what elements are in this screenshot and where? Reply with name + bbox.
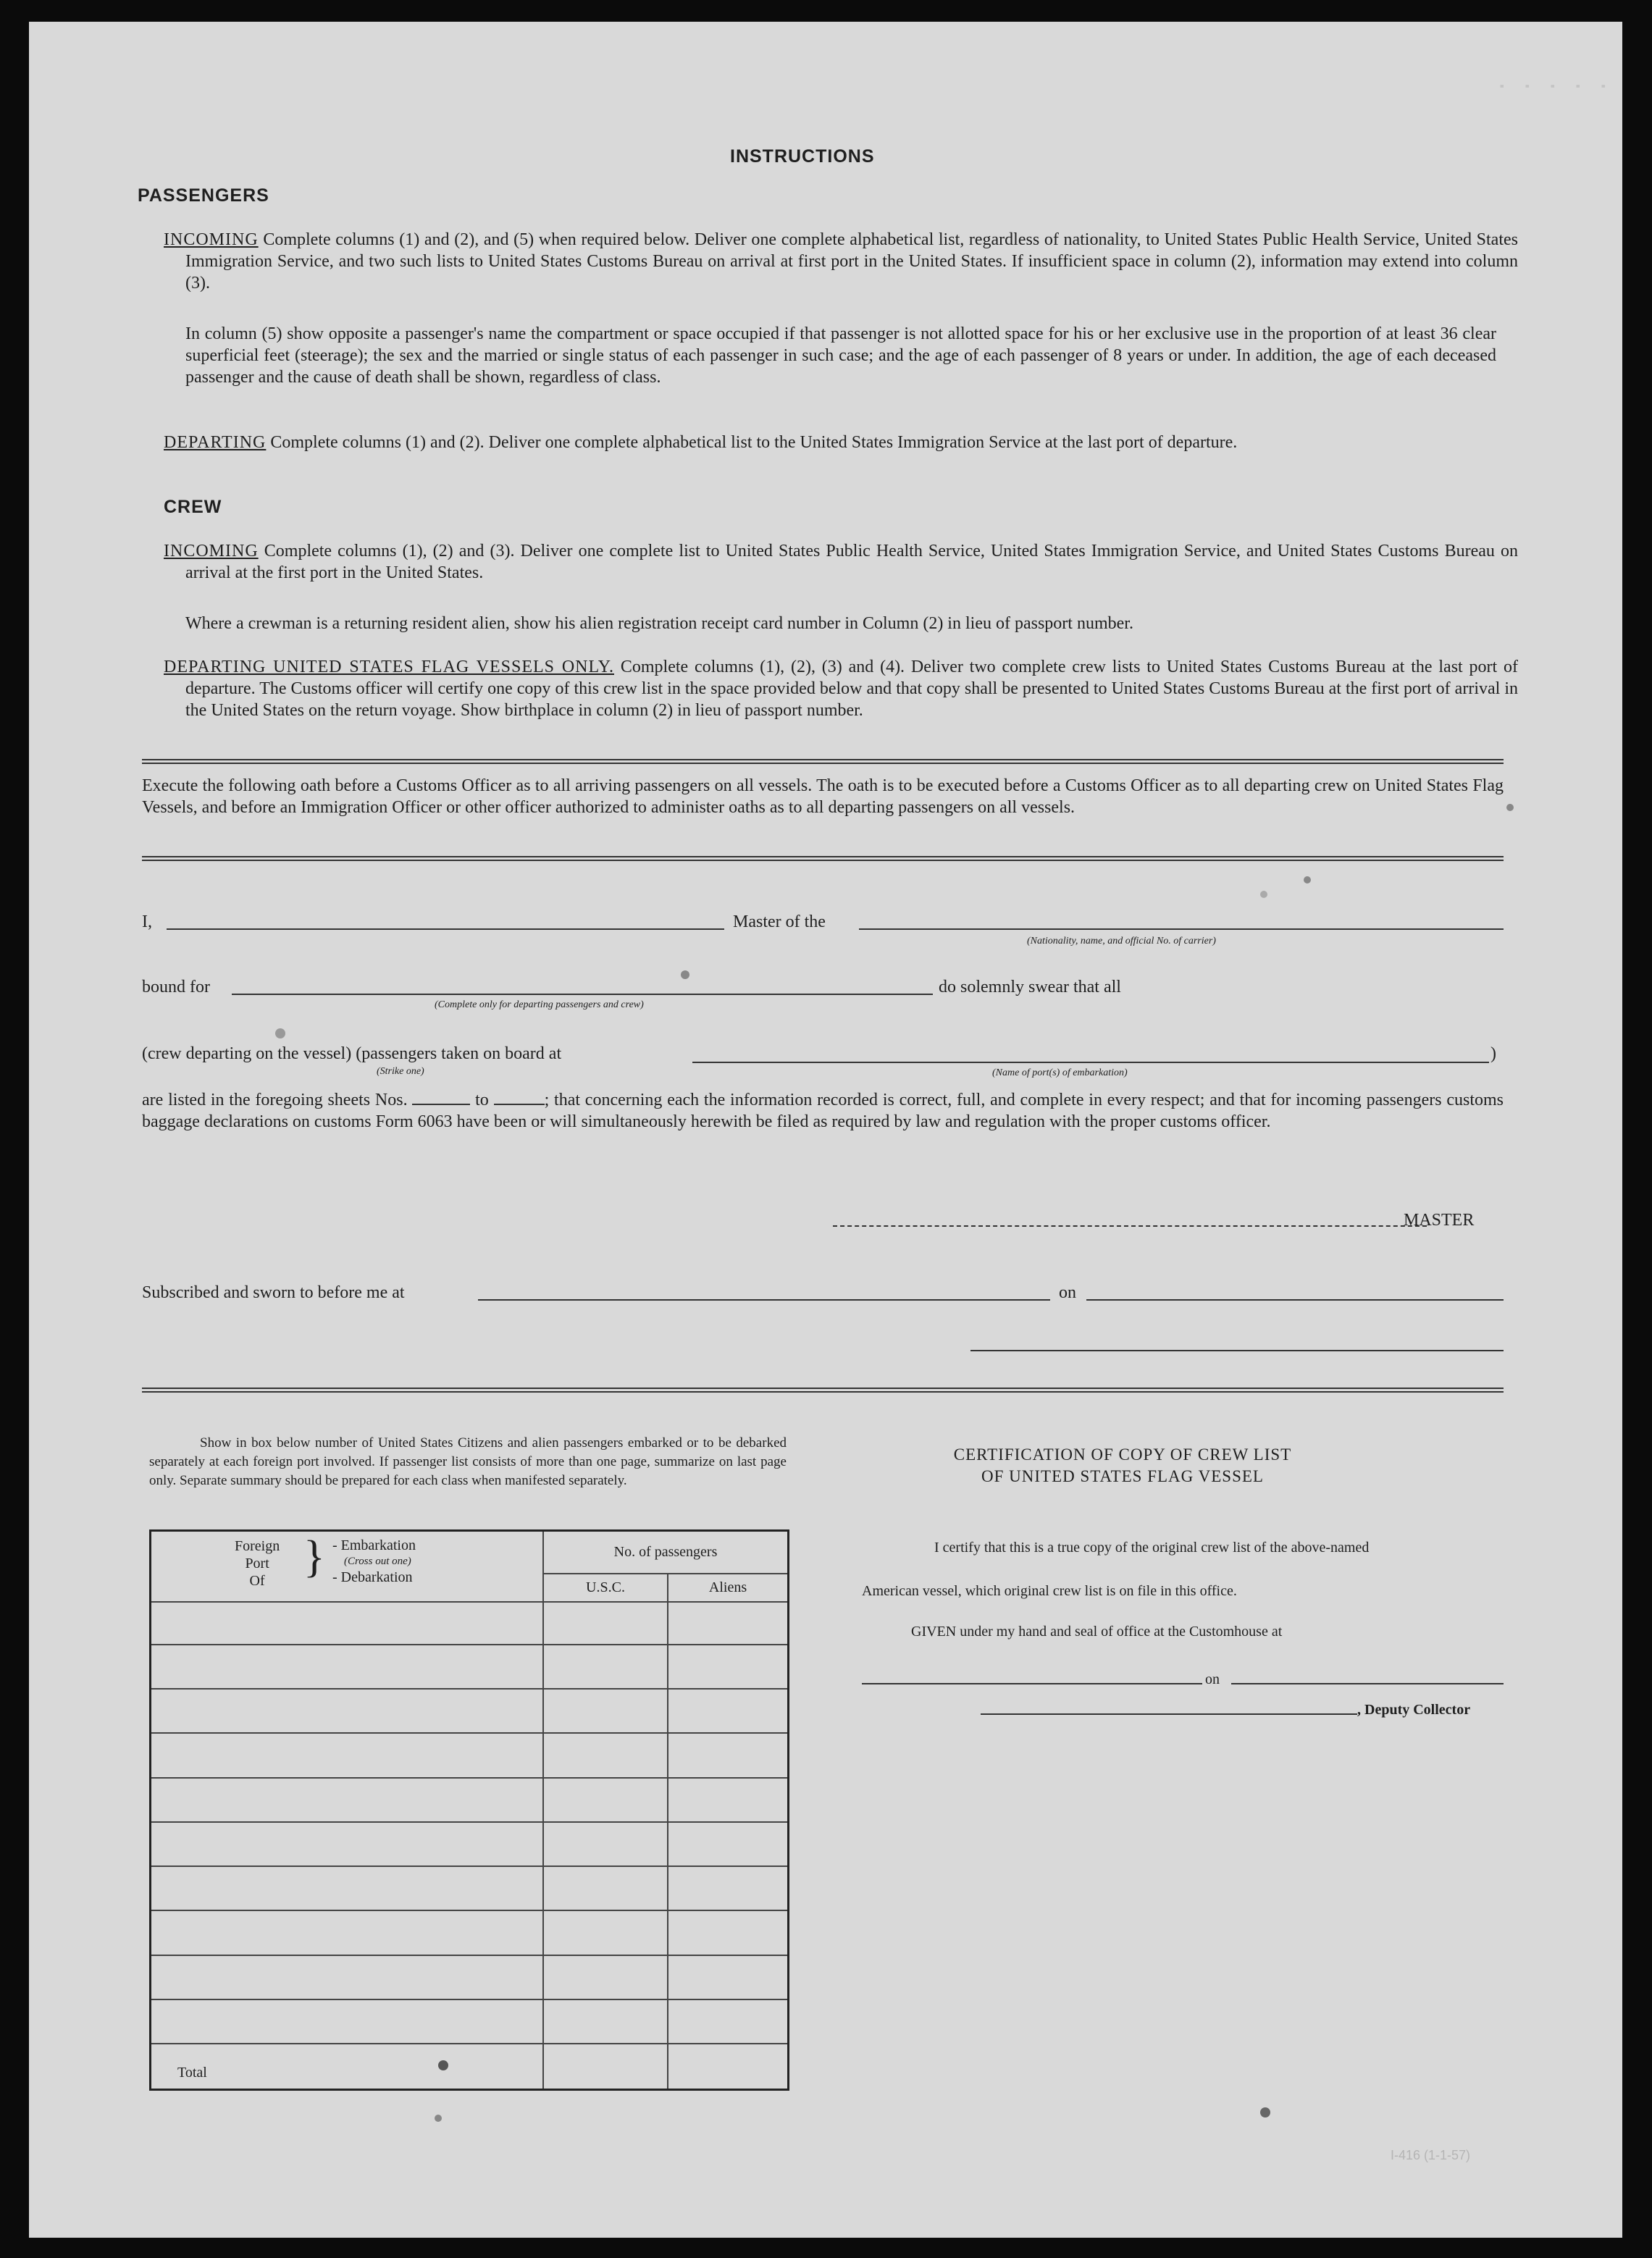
of-label: Of bbox=[249, 1573, 265, 1589]
crew-incoming-paragraph bbox=[164, 540, 1518, 584]
certify-line1: I certify that this is a true copy of the original crew list of the above-named bbox=[934, 1540, 1370, 1556]
port-cell[interactable] bbox=[151, 1645, 544, 1689]
port-cell[interactable] bbox=[151, 1822, 544, 1866]
passengers-incoming-paragraph bbox=[164, 229, 1518, 294]
port-cell[interactable] bbox=[151, 1999, 544, 2044]
port-cell[interactable] bbox=[151, 1733, 544, 1777]
usc-cell[interactable] bbox=[543, 1689, 668, 1733]
deputy-collector-signature-field[interactable] bbox=[981, 1713, 1357, 1715]
embarkation-port-field[interactable] bbox=[692, 1062, 1489, 1063]
usc-total-cell[interactable] bbox=[543, 2044, 668, 2089]
passengers-heading: PASSENGERS bbox=[138, 185, 269, 206]
aliens-cell[interactable] bbox=[668, 1955, 789, 1999]
subscribed-on-label: on bbox=[1059, 1283, 1076, 1302]
scan-speck bbox=[681, 970, 689, 979]
crew-departing-text: Complete columns (1), (2), (3) and (4). Deliver two complete crew lists to United States Customs Bureau at the last port of departure. The Customs officer will certify one copy of this crew list in the space provided below and that copy shall be presented to United States Customs Bureau at the first port of arrival in the United States on the return voyage. Show birthplace in column (2) in lieu of passport number. bbox=[185, 658, 1519, 720]
embarkation-label[interactable]: - Embarkation bbox=[332, 1537, 416, 1553]
certification-title-line2: OF UNITED STATES FLAG VESSEL bbox=[981, 1467, 1264, 1485]
summary-divider bbox=[142, 1388, 1504, 1393]
aliens-cell[interactable] bbox=[668, 1999, 789, 2044]
scan-speck bbox=[435, 2115, 442, 2122]
concerning-text: ; that concerning each the information recorded is correct, full, and complete in every respect; and that for incoming passengers customs baggage declarations on customs Form 6063 have been or will simultaneously herewith be filed as required by law and regulation with the proper customs officer. bbox=[142, 1091, 1504, 1131]
master-signature-field[interactable] bbox=[833, 1225, 1427, 1227]
no-of-passengers-header: No. of passengers bbox=[543, 1531, 789, 1574]
close-paren: ) bbox=[1490, 1044, 1496, 1063]
usc-header: U.S.C. bbox=[543, 1574, 668, 1602]
master-name-field[interactable] bbox=[167, 928, 724, 930]
passengers-incoming-text: Complete columns (1) and (2), and (5) when required below. Deliver one complete alphabetical list, regardless of nationality, to United States Public Health Service, United States Immigration Service, and two such lists to United States Customs Bureau on arrival at first port in the United States. If insufficient space in column (2), information may extend into column (3). bbox=[185, 230, 1518, 293]
certification-date-field[interactable] bbox=[1231, 1683, 1504, 1684]
total-label-cell bbox=[151, 2044, 544, 2089]
usc-cell[interactable] bbox=[543, 1866, 668, 1910]
port-cell[interactable] bbox=[151, 1689, 544, 1733]
port-caption: (Name of port(s) of embarkation) bbox=[992, 1067, 1128, 1078]
solemnly-swear-text: do solemnly swear that all bbox=[939, 978, 1121, 996]
scan-speck bbox=[1506, 804, 1514, 811]
foreign-label: Foreign bbox=[235, 1538, 280, 1554]
passenger-summary-table bbox=[149, 1529, 789, 2091]
usc-cell[interactable] bbox=[543, 1645, 668, 1689]
nationality-caption: (Nationality, name, and official No. of carrier) bbox=[1027, 936, 1216, 947]
usc-cell[interactable] bbox=[543, 1733, 668, 1777]
sheet-to-field[interactable] bbox=[494, 1104, 545, 1105]
carrier-field[interactable] bbox=[859, 928, 1504, 930]
strike-one-caption: (Strike one) bbox=[377, 1066, 424, 1077]
deputy-collector-label: , Deputy Collector bbox=[1357, 1702, 1471, 1718]
document-page bbox=[29, 22, 1622, 2238]
usc-cell[interactable] bbox=[543, 1602, 668, 1645]
aliens-header: Aliens bbox=[668, 1574, 789, 1602]
aliens-cell[interactable] bbox=[668, 1602, 789, 1645]
sheet-from-field[interactable] bbox=[412, 1104, 470, 1105]
passengers-departing-text: Complete columns (1) and (2). Deliver one complete alphabetical list to the United States Immigration Service at the last port of departure. bbox=[270, 433, 1238, 452]
incoming-label: INCOMING bbox=[164, 230, 259, 249]
usc-cell[interactable] bbox=[543, 1999, 668, 2044]
crew-alien-paragraph: Where a crewman is a returning resident alien, show his alien registration receipt card number in Column (2) in lieu of passport number. bbox=[185, 614, 1133, 633]
aliens-cell[interactable] bbox=[668, 1689, 789, 1733]
aliens-cell[interactable] bbox=[668, 1733, 789, 1777]
subscribed-date-field[interactable] bbox=[1086, 1299, 1504, 1301]
total-label: Total bbox=[177, 2065, 207, 2081]
usc-cell[interactable] bbox=[543, 1822, 668, 1866]
usc-cell[interactable] bbox=[543, 1955, 668, 1999]
aliens-cell[interactable] bbox=[668, 1910, 789, 1955]
port-cell[interactable] bbox=[151, 1910, 544, 1955]
usc-cell[interactable] bbox=[543, 1910, 668, 1955]
aliens-total-cell[interactable] bbox=[668, 2044, 789, 2089]
given-line: GIVEN under my hand and seal of office at the Customhouse at bbox=[911, 1624, 1283, 1640]
certification-title-line1: CERTIFICATION OF COPY OF CREW LIST bbox=[953, 1445, 1292, 1464]
departing-label: DEPARTING bbox=[164, 433, 267, 452]
officer-signature-field[interactable] bbox=[970, 1350, 1504, 1351]
bound-for-field[interactable] bbox=[232, 994, 933, 995]
oath-divider bbox=[142, 856, 1504, 861]
certify-line2: American vessel, which original crew list is on file in this office. bbox=[862, 1583, 1237, 1599]
port-cell[interactable] bbox=[151, 1866, 544, 1910]
port-cell[interactable] bbox=[151, 1778, 544, 1822]
certification-on-label: on bbox=[1205, 1671, 1220, 1687]
port-cell[interactable] bbox=[151, 1602, 544, 1645]
master-of-the-label: Master of the bbox=[733, 912, 826, 931]
listed-in-paragraph bbox=[142, 1089, 1504, 1133]
port-header-cell bbox=[151, 1531, 544, 1602]
subscribed-place-field[interactable] bbox=[478, 1299, 1050, 1301]
bound-for-label: bound for bbox=[142, 978, 210, 996]
passengers-departing-paragraph bbox=[164, 432, 1518, 453]
summary-instructions: Show in box below number of United States Citizens and alien passengers embarked or to be debarked separately at each foreign port involved. If passenger list consists of more than one page, summarize on last page only. Separate summary should be prepared for each class when manifested separately. bbox=[149, 1435, 787, 1488]
usc-cell[interactable] bbox=[543, 1778, 668, 1822]
to-label: to bbox=[475, 1091, 489, 1109]
master-label: MASTER bbox=[1404, 1211, 1475, 1230]
crew-heading: CREW bbox=[164, 497, 222, 517]
subscribed-label: Subscribed and sworn to before me at bbox=[142, 1283, 405, 1302]
complete-only-caption: (Complete only for departing passengers and crew) bbox=[435, 999, 644, 1010]
aliens-cell[interactable] bbox=[668, 1778, 789, 1822]
debarkation-label[interactable]: - Debarkation bbox=[332, 1569, 413, 1585]
column5-paragraph: In column (5) show opposite a passenger's name the compartment or space occupied if that passenger is not allotted space for his or her exclusive use in the proportion of at least 36 clear superficial feet (steerage); the sex and the married or single status of each passenger in such case; and the age of each passenger of 8 years or under. In addition, the age of each deceased passenger and the cause of death shall be shown, regardless of class. bbox=[185, 324, 1496, 387]
scan-speck bbox=[1304, 876, 1311, 884]
customhouse-field[interactable] bbox=[862, 1683, 1202, 1684]
listed-in-label: are listed in the foregoing sheets Nos. bbox=[142, 1091, 408, 1109]
cross-out-caption: (Cross out one) bbox=[344, 1556, 411, 1567]
crew-departing-paragraph bbox=[164, 656, 1518, 721]
oath-i: I, bbox=[142, 912, 152, 931]
aliens-cell[interactable] bbox=[668, 1645, 789, 1689]
oath-intro: Execute the following oath before a Customs Officer as to all arriving passengers on all vessels. The oath is to be executed before a Customs Officer as to all departing crew on United States Flag Vessels, and before an Immigration Officer or other officer authorized to administer oaths as to all departing passengers on all vessels. bbox=[142, 776, 1504, 817]
bleed-through-stamp: · · · · · bbox=[1488, 80, 1615, 98]
crew-departing-label: DEPARTING UNITED STATES FLAG VESSELS ONLY. bbox=[164, 658, 614, 676]
scan-speck bbox=[1260, 2107, 1270, 2118]
crew-incoming-label: INCOMING bbox=[164, 542, 259, 561]
port-cell[interactable] bbox=[151, 1955, 544, 1999]
crew-departing-option: (crew departing on the vessel) (passengers taken on board at bbox=[142, 1044, 562, 1063]
scan-speck bbox=[1260, 891, 1267, 898]
section-divider bbox=[142, 759, 1504, 764]
port-label: Port bbox=[245, 1556, 269, 1571]
brace-icon: } bbox=[303, 1532, 325, 1582]
aliens-cell[interactable] bbox=[668, 1866, 789, 1910]
crew-incoming-text: Complete columns (1), (2) and (3). Deliver one complete list to United States Public Health Service, United States Immigration Service, and United States Customs Bureau on arrival at the first port in the United States. bbox=[185, 542, 1518, 582]
form-number: I-416 (1-1-57) bbox=[1391, 2148, 1471, 2162]
instructions-heading: INSTRUCTIONS bbox=[730, 146, 875, 167]
scan-speck bbox=[275, 1028, 285, 1038]
aliens-cell[interactable] bbox=[668, 1822, 789, 1866]
